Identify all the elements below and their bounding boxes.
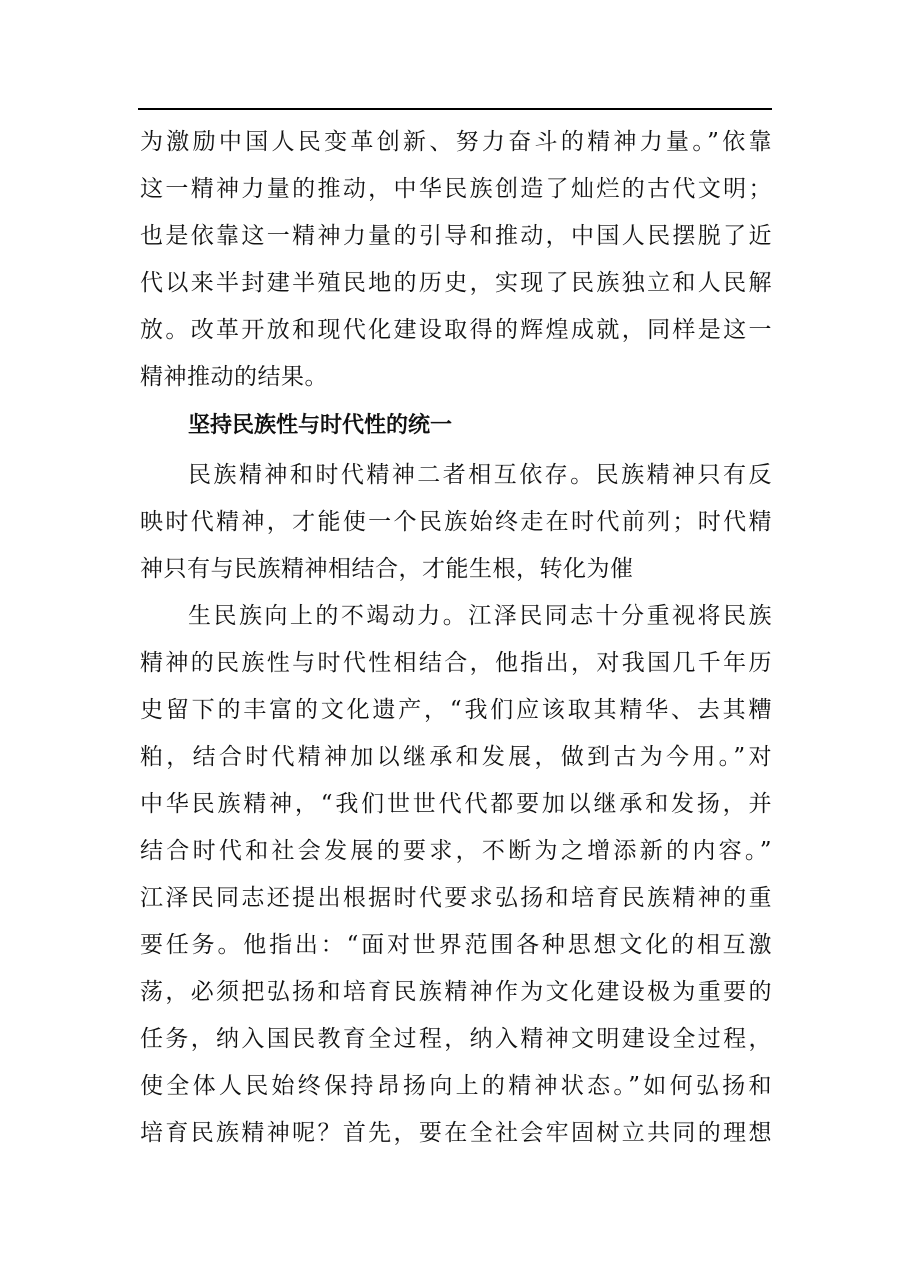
paragraph-line: 精神的民族性与时代性相结合，他指出，对我国几千年历 <box>140 650 772 676</box>
paragraph-line: 任务，纳入国民教育全过程，纳入精神文明建设全过程， <box>140 1026 772 1052</box>
paragraph-line: 民族精神和时代精神二者相互依存。民族精神只有反 <box>188 462 772 488</box>
paragraph-line: 精神推动的结果。 <box>140 364 328 390</box>
paragraph-line: 代以来半封建半殖民地的历史，实现了民族独立和人民解 <box>140 270 772 296</box>
paragraph-line: 使全体人民始终保持昂扬向上的精神状态。”如何弘扬和 <box>140 1073 772 1099</box>
paragraph-line: 这一精神力量的推动，中华民族创造了灿烂的古代文明； <box>140 176 772 202</box>
paragraph-line: 培育民族精神呢？首先，要在全社会牢固树立共同的理想 <box>140 1120 772 1146</box>
paragraph-line: 中华民族精神，“我们世世代代都要加以继承和发扬，并 <box>140 791 772 817</box>
paragraph-line: 要任务。他指出：“面对世界范围各种思想文化的相互激 <box>140 932 772 958</box>
paragraph-line: 生民族向上的不竭动力。江泽民同志十分重视将民族 <box>188 603 772 629</box>
paragraph-line: 也是依靠这一精神力量的引导和推动，中国人民摆脱了近 <box>140 223 772 249</box>
paragraph-line: 映时代精神，才能使一个民族始终走在时代前列；时代精 <box>140 509 772 535</box>
paragraph-line: 江泽民同志还提出根据时代要求弘扬和培育民族精神的重 <box>140 885 772 911</box>
paragraph-line: 史留下的丰富的文化遗产，“我们应该取其精华、去其糟 <box>140 697 772 723</box>
header-rule <box>138 108 772 110</box>
paragraph-line: 结合时代和社会发展的要求，不断为之增添新的内容。” <box>140 838 772 864</box>
section-heading: 坚持民族性与时代性的统一 <box>188 413 453 438</box>
paragraph-line: 粕，结合时代精神加以继承和发展，做到古为今用。”对 <box>140 744 772 770</box>
paragraph-line: 荡，必须把弘扬和培育民族精神作为文化建设极为重要的 <box>140 979 772 1005</box>
paragraph-line: 放。改革开放和现代化建设取得的辉煌成就，同样是这一 <box>140 317 772 343</box>
paragraph-line: 为激励中国人民变革创新、努力奋斗的精神力量。”依靠 <box>140 129 772 155</box>
paragraph-line: 神只有与民族精神相结合，才能生根，转化为催 <box>140 556 634 582</box>
